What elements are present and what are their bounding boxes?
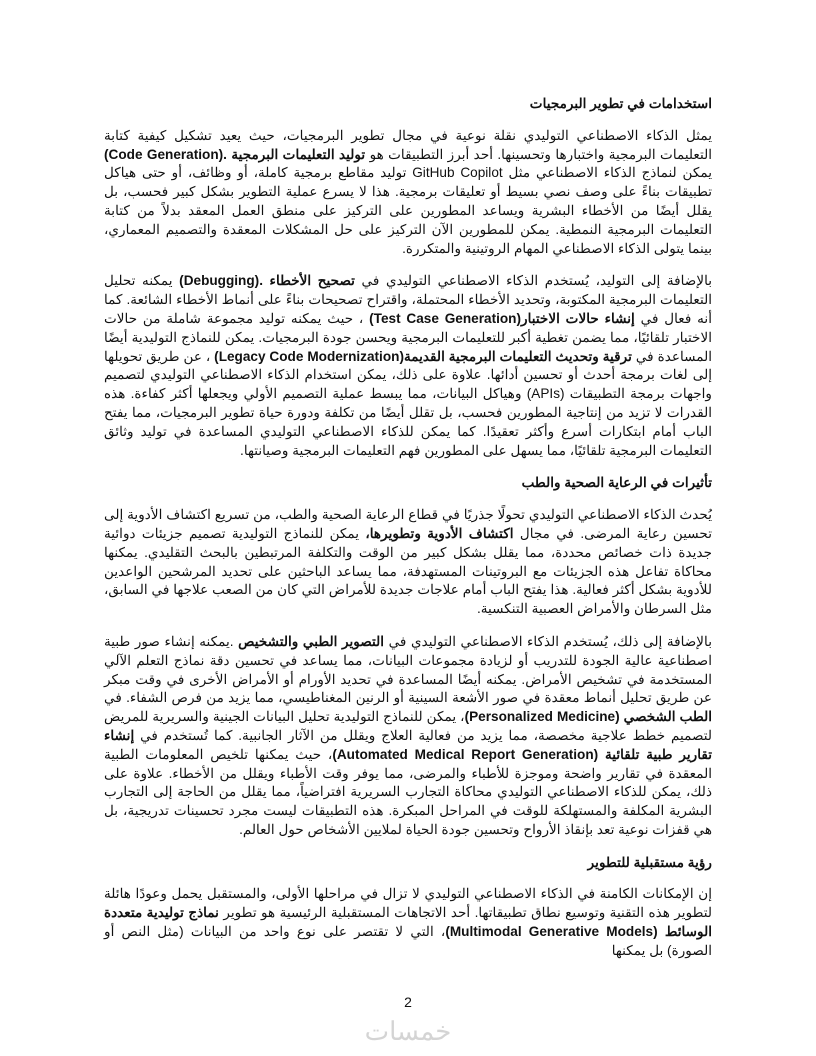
text-run: يمكنه تحليل التعليمات البرمجية المكتوبة، وتحديد الأخطاء المحتملة، واقتراح تصحيحات بناءً على أنماط الأخطاء الشائعة. كما أنه فعال في — [104, 273, 712, 326]
text-run: ، حيث يمكنها تلخيص المعلومات الطبية المعقدة في تقارير واضحة وموجزة للأطباء والمرضى، مما يوفر وقت الأطباء ويقلل من الأخطاء. علاوة على ذلك، يمكن للذكاء الاصطناعي التوليدي محاكاة التجارب السريرية افتراضياً، مما يقلل من الحاجة إلى التجارب البشرية المكلفة والمستهلكة للوقت في المراحل المبكرة. هذه التطبيقات ليست مجرد تحسينات تدريجية، بل هي قفزات نوعية تعد بإنقاذ الأرواح وتحسين جودة الحياة لملايين الأشخاص حول العالم. — [104, 746, 712, 837]
text-run: يمثل الذكاء الاصطناعي التوليدي نقلة نوعية في مجال تطوير البرمجيات، حيث يعيد تشكيل كيفية كتابة التعليمات البرمجية واختبارها وتحسينها. أحد أبرز التطبيقات هو — [104, 127, 713, 162]
bold-term: ترقية وتحديث التعليمات البرمجية القديمة(Legacy Code Modernization) — [214, 348, 632, 364]
text-run: .يمكنه إنشاء صور طبية اصطناعية عالية الجودة للتدريب أو لزيادة مجموعات البيانات، مما يساعد في تحسين دقة نماذج التعلم الآلي المستخدمة في تشخيص الأمراض. يمكنه أيضًا المساعدة في تحديد الأورام أو الأمراض الأخرى في وقت مبكر عن طريق تحليل أنماط معقدة في صور الأشعة السينية أو الرنين المغناطيسي، مما يزيد من فرص الشفاء. في — [104, 633, 712, 706]
bold-term: إنشاء تقارير طبية تلقائية (Automated Medical Report Generation) — [104, 727, 712, 762]
watermark-logo: خمسات — [364, 1016, 452, 1046]
document-body — [104, 95, 712, 975]
paragraph — [104, 633, 712, 840]
bold-term: إنشاء حالات الاختبار(Test Case Generation) — [369, 310, 635, 326]
text-run: ، عن طريق تحويلها إلى لغات برمجة أحدث أو تحسين أدائها. علاوة على ذلك، يمكن استخدام الذكاء الاصطناعي التوليدي لتصميم واجهات برمجة التطبيقات (APIs) وهياكل البيانات، مما يبسط عملية التصميم الأولي ويجعلها أكثر كفاءة. هذه القدرات لا تزيد من إنتاجية المطورين فحسب، بل تقلل أيضًا من تكلفة ودورة حياة تطوير البرمجيات، مما يفتح الباب أمام ابتكارات أسرع وأكثر تعقيدًا. كما يمكن للذكاء الاصطناعي التوليدي المساعدة في توليد وثائق التعليمات البرمجية تلقائيًا، مما يسهل على المطورين فهم التعليمات البرمجية وصيانتها. — [104, 348, 712, 458]
text-run: ، يمكن للنماذج التوليدية تحليل البيانات الجينية والسريرية للمريض لتصميم خطط علاجية مخصصة، مما يزيد من فعالية العلاج ويقلل من الآثار الجانبية. كما تُستخدم في — [104, 709, 712, 743]
section-heading: رؤية مستقبلية للتطوير — [587, 854, 712, 870]
page-number: 2 — [404, 994, 412, 1010]
text-run: ، التي لا تقتصر على نوع واحد من البيانات (مثل النص أو الصورة) بل يمكنها — [104, 924, 712, 958]
bold-term: التصوير الطبي والتشخيص — [238, 633, 385, 649]
bold-term: توليد التعليمات البرمجية .(Code Generation) — [104, 146, 366, 162]
text-run: إن الإمكانات الكامنة في الذكاء الاصطناعي التوليدي لا تزال في مراحلها الأولى، والمستقبل يحمل وعودًا هائلة لتطوير هذه التقنية وتوسيع نطاق تطبيقاتها. أحد الاتجاهات المستقبلية الرئيسية هو تطوير — [104, 886, 712, 921]
bold-term: الطب الشخصي (Personalized Medicine) — [464, 709, 712, 725]
bold-term: تصحيح الأخطاء .(Debugging) — [179, 273, 355, 289]
bold-term: نماذج توليدية متعددة الوسائط (Multimodal Generative Models) — [104, 905, 712, 940]
text-run: ، حيث يمكنه توليد مجموعة شاملة من حالات الاختبار تلقائيًا، مما يضمن تغطية أكبر للتعليمات البرمجية ويحسن جودة البرمجيات. يمكن للنماذج التوليدية أيضًا المساعدة في — [104, 310, 712, 364]
text-run: بالإضافة إلى التوليد، يُستخدم الذكاء الاصطناعي التوليدي في — [354, 273, 713, 289]
text-run: بالإضافة إلى ذلك، يُستخدم الذكاء الاصطناعي التوليدي في — [384, 633, 712, 649]
section-heading: استخدامات في تطوير البرمجيات — [529, 96, 712, 111]
paragraph — [104, 885, 712, 960]
paragraph — [104, 127, 712, 259]
paragraph — [104, 272, 712, 460]
text-run: يمكن لنماذج الذكاء الاصطناعي مثل GitHub Copilot توليد مقاطع برمجية كاملة، أو وظائف، أو حتى هياكل تطبيقات بناءً على وصف نصي بسيط أو تعليقات برمجية. هذا لا يسرع عملية التطوير بشكل كبير فحسب، بل يقلل أيضًا من الأخطاء البشرية ويساعد المطورين على التركيز على منطق العمل المعقد بدلاً من كتابة التعليمات البرمجية النمطية. يمكن للمطورين الآن التركيز على حل المشكلات المعقدة والتصميم المعماري، بينما يتولى الذكاء الاصطناعي المهام الروتينية والمتكررة. — [104, 165, 713, 256]
bold-term: اكتشاف الأدوية وتطويرها، — [365, 525, 514, 541]
section-heading: تأثيرات في الرعاية الصحية والطب — [521, 475, 712, 491]
text-run: يُحدث الذكاء الاصطناعي التوليدي تحولًا جذريًا في قطاع الرعاية الصحية والطب، من تسريع اكتشاف الأدوية إلى تحسين رعاية المرضى. في مجال — [104, 507, 712, 541]
paragraph — [104, 506, 712, 619]
text-run: يمكن للنماذج التوليدية تصميم جزيئات دوائية جديدة ذات خصائص محددة، مما يقلل بشكل كبير من الوقت والتكلفة المرتبطين بالبحث التقليدي. يمكنها محاكاة تفاعل هذه الجزيئات مع البروتينات المستهدفة، مما يساعد الباحثين على تحديد المرشحين الواعدين للأدوية بشكل أكثر فعالية. هذا يفتح الباب أمام علاجات جديدة للأمراض التي كان من الصعب علاجها في السابق، مثل السرطان والأمراض العصبية التنكسية. — [104, 525, 712, 617]
